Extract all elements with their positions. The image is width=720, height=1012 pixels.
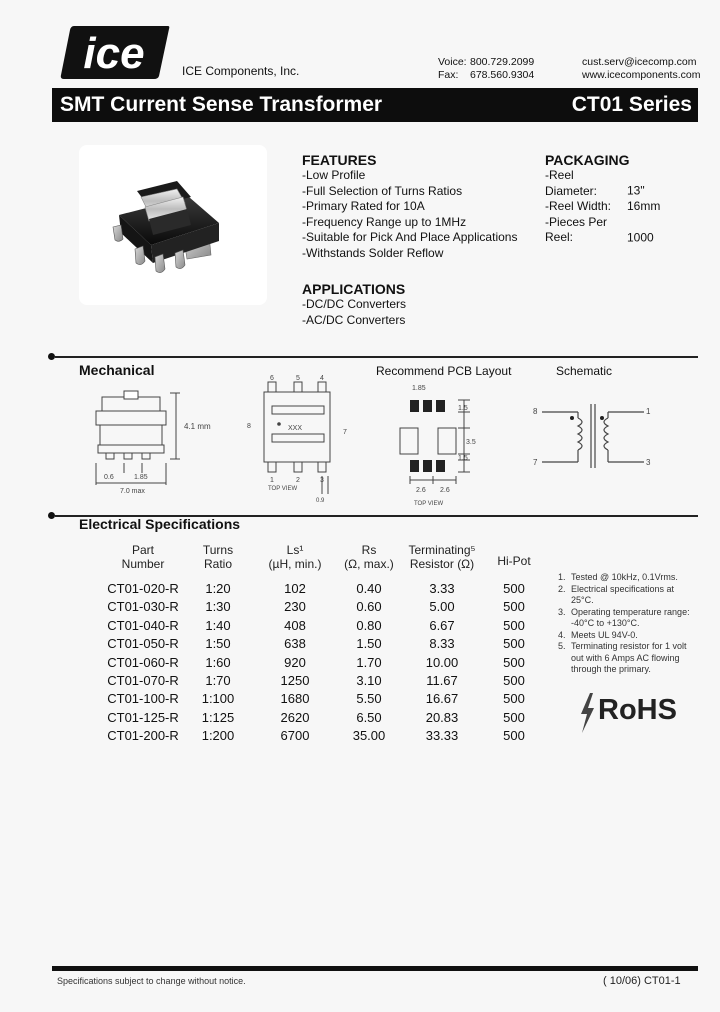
col-header-rs: Rs (Ω, max.) — [344, 543, 394, 571]
mechanical-heading: Mechanical — [79, 362, 155, 378]
svg-text:1.5: 1.5 — [458, 455, 468, 462]
svg-text:1.85: 1.85 — [412, 385, 426, 392]
cell-ratio: 1:30 — [205, 599, 231, 615]
cell-rs: 5.50 — [356, 691, 382, 707]
bullet-dot — [48, 353, 55, 360]
table-row — [100, 655, 540, 673]
contact-phone-fax — [438, 56, 534, 82]
footer-disclaimer: Specifications subject to change without notice. — [57, 976, 246, 986]
packaging-item: -Reel Width: 16mm — [545, 199, 661, 213]
svg-text:3.5: 3.5 — [466, 439, 476, 446]
cell-part: CT01-050-R — [107, 636, 179, 652]
note-item: 4. Meets UL 94V-0. — [558, 629, 638, 640]
top-view-drawing — [246, 372, 356, 504]
note-item: 3. Operating temperature range: -40°C to +130°C. — [558, 606, 690, 628]
website[interactable]: www.icecomponents.com — [582, 69, 701, 81]
electrical-notes — [558, 572, 698, 676]
cell-part: CT01-125-R — [107, 709, 179, 725]
rohs-text: RoHS — [598, 694, 677, 726]
svg-text:0.9: 0.9 — [316, 498, 325, 504]
cell-part: CT01-200-R — [107, 728, 179, 744]
cell-ratio: 1:50 — [205, 636, 231, 652]
cell-rs: 0.40 — [356, 581, 382, 596]
features-heading: FEATURES — [302, 152, 377, 168]
cell-ls: 102 — [284, 581, 306, 596]
cell-ls: 6700 — [280, 728, 310, 744]
feature-item: -Frequency Range up to 1MHz — [302, 214, 467, 229]
table-row — [100, 599, 540, 617]
cell-hipot: 500 — [503, 617, 525, 633]
product-title: SMT Current Sense Transformer — [60, 93, 383, 116]
cell-ls: 2620 — [280, 709, 310, 725]
cell-ratio: 1:20 — [205, 581, 231, 596]
feature-item: -Withstands Solder Reflow — [302, 245, 444, 260]
features-section — [302, 152, 517, 261]
svg-text:3: 3 — [646, 458, 651, 467]
cell-ls: 230 — [284, 599, 306, 615]
rohs-badge — [578, 688, 677, 734]
packaging-item: -Pieces Per Reel: 1000 — [545, 214, 654, 244]
rohs-leaf-icon — [578, 692, 596, 734]
cell-rs: 1.70 — [356, 654, 382, 670]
feature-item: -Suitable for Pick And Place Applications — [302, 230, 518, 244]
pcb-layout-heading: Recommend PCB Layout — [376, 364, 512, 378]
contact-email-web — [582, 56, 700, 82]
svg-text:2.6: 2.6 — [440, 487, 450, 494]
table-row — [100, 710, 540, 728]
cell-part: CT01-070-R — [107, 673, 179, 688]
cell-term: 11.67 — [426, 673, 458, 688]
cell-ls: 1250 — [280, 673, 310, 688]
email[interactable]: cust.serv@icecomp.com — [582, 56, 697, 68]
cell-part: CT01-030-R — [107, 599, 179, 615]
svg-text:7.0 max: 7.0 max — [120, 488, 145, 495]
col-header-part: Part Number — [121, 543, 165, 571]
cell-hipot: 500 — [503, 673, 525, 688]
packaging-item: -Reel Diameter: 13" — [545, 168, 645, 198]
bullet-dot — [48, 512, 55, 519]
cell-rs: 3.10 — [356, 673, 382, 688]
svg-text:2: 2 — [296, 477, 300, 484]
svg-text:1.85: 1.85 — [134, 474, 148, 481]
footer-rule — [52, 966, 698, 971]
cell-term: 8.33 — [429, 636, 455, 652]
svg-text:7: 7 — [343, 429, 347, 436]
table-row — [100, 728, 540, 746]
cell-term: 20.83 — [425, 709, 459, 725]
schematic-drawing — [530, 398, 660, 474]
cell-rs: 0.80 — [356, 617, 382, 633]
feature-item: -Full Selection of Turns Ratios — [302, 183, 463, 198]
col-header-hipot: Hi-Pot — [497, 554, 531, 568]
cell-hipot: 500 — [503, 654, 525, 670]
svg-text:1: 1 — [646, 407, 651, 416]
feature-item: -Primary Rated for 10A — [302, 199, 425, 213]
col-header-term: Terminating⁵ Resistor (Ω) — [408, 543, 476, 571]
company-name: ICE Components, Inc. — [182, 64, 300, 78]
svg-text:0.6: 0.6 — [104, 474, 114, 481]
cell-rs: 0.60 — [356, 599, 382, 615]
application-item: -AC/DC Converters — [302, 312, 406, 327]
svg-text:1.5: 1.5 — [458, 405, 468, 412]
cell-ratio: 1:100 — [201, 691, 235, 707]
svg-text:4.1 mm: 4.1 mm — [184, 422, 211, 431]
svg-text:7: 7 — [533, 458, 538, 467]
packaging-section — [545, 152, 660, 246]
applications-section — [302, 281, 406, 328]
note-item: 1. Tested @ 10kHz, 0.1Vrms. — [558, 572, 678, 582]
note-item: 2. Electrical specifications at 25°C. — [558, 583, 675, 605]
cell-term: 5.00 — [429, 599, 455, 615]
svg-text:2.6: 2.6 — [416, 487, 426, 494]
svg-text:TOP VIEW: TOP VIEW — [268, 486, 298, 492]
cell-ratio: 1:40 — [205, 617, 231, 633]
cell-term: 10.00 — [425, 654, 459, 670]
cell-rs: 35.00 — [352, 728, 386, 744]
pcb-layout-drawing — [394, 378, 490, 508]
side-view-drawing — [88, 385, 220, 495]
fax-label: Fax: — [438, 69, 459, 81]
table-row — [100, 618, 540, 636]
cell-part: CT01-020-R — [107, 581, 179, 596]
schematic-heading: Schematic — [556, 364, 613, 378]
cell-part: CT01-040-R — [107, 617, 179, 633]
svg-text:3: 3 — [320, 477, 324, 484]
cell-ls: 1680 — [280, 691, 310, 707]
cell-rs: 6.50 — [356, 709, 382, 725]
svg-text:6: 6 — [270, 375, 274, 382]
fax-number: 678.560.9304 — [470, 69, 535, 81]
svg-text:XXX: XXX — [288, 425, 303, 432]
cell-ratio: 1:60 — [205, 654, 231, 670]
col-header-ls: Ls¹ (µH, min.) — [268, 543, 322, 571]
feature-item: -Low Profile — [302, 168, 366, 182]
cell-hipot: 500 — [503, 599, 525, 615]
cell-term: 16.67 — [425, 691, 459, 707]
cell-part: CT01-060-R — [107, 654, 179, 670]
svg-text:5: 5 — [296, 375, 300, 382]
cell-ratio: 1:125 — [201, 709, 235, 725]
table-row — [100, 691, 540, 709]
application-item: -DC/DC Converters — [302, 297, 407, 311]
table-row — [100, 636, 540, 654]
applications-heading: APPLICATIONS — [302, 281, 406, 297]
table-row — [100, 673, 540, 691]
cell-ratio: 1:70 — [205, 673, 231, 688]
cell-ls: 408 — [284, 617, 306, 633]
svg-text:4: 4 — [320, 375, 324, 382]
voice-number: 800.729.2099 — [470, 56, 535, 68]
cell-ratio: 1:200 — [201, 728, 235, 744]
svg-text:8: 8 — [533, 407, 538, 416]
svg-text:8: 8 — [247, 423, 251, 430]
packaging-heading: PACKAGING — [545, 152, 630, 168]
section-divider — [55, 356, 698, 358]
col-header-turns: Turns Ratio — [202, 543, 234, 571]
cell-ls: 920 — [284, 654, 306, 670]
product-photo — [79, 145, 267, 305]
electrical-heading: Electrical Specifications — [79, 516, 241, 532]
svg-text:TOP VIEW: TOP VIEW — [414, 501, 444, 507]
series-title: CT01 Series — [571, 93, 692, 116]
title-bar — [52, 88, 698, 122]
cell-hipot: 500 — [503, 728, 525, 744]
electrical-table — [100, 543, 540, 753]
cell-hipot: 500 — [503, 709, 525, 725]
svg-text:1: 1 — [270, 477, 274, 484]
voice-label: Voice: — [438, 56, 467, 68]
table-row — [100, 581, 540, 599]
cell-part: CT01-100-R — [107, 691, 179, 707]
footer-doc-id: ( 10/06) CT01-1 — [603, 975, 681, 987]
cell-rs: 1.50 — [356, 636, 382, 652]
cell-term: 6.67 — [429, 617, 455, 633]
cell-hipot: 500 — [503, 581, 525, 596]
cell-hipot: 500 — [503, 636, 525, 652]
logo-text: ice — [83, 29, 145, 78]
cell-ls: 638 — [284, 636, 306, 652]
cell-hipot: 500 — [503, 691, 525, 707]
note-item: 5. Terminating resistor for 1 volt out with 6 Amps AC flowing through the primary. — [558, 641, 687, 674]
cell-term: 33.33 — [425, 728, 459, 744]
ice-logo — [60, 24, 170, 80]
cell-term: 3.33 — [429, 581, 455, 596]
